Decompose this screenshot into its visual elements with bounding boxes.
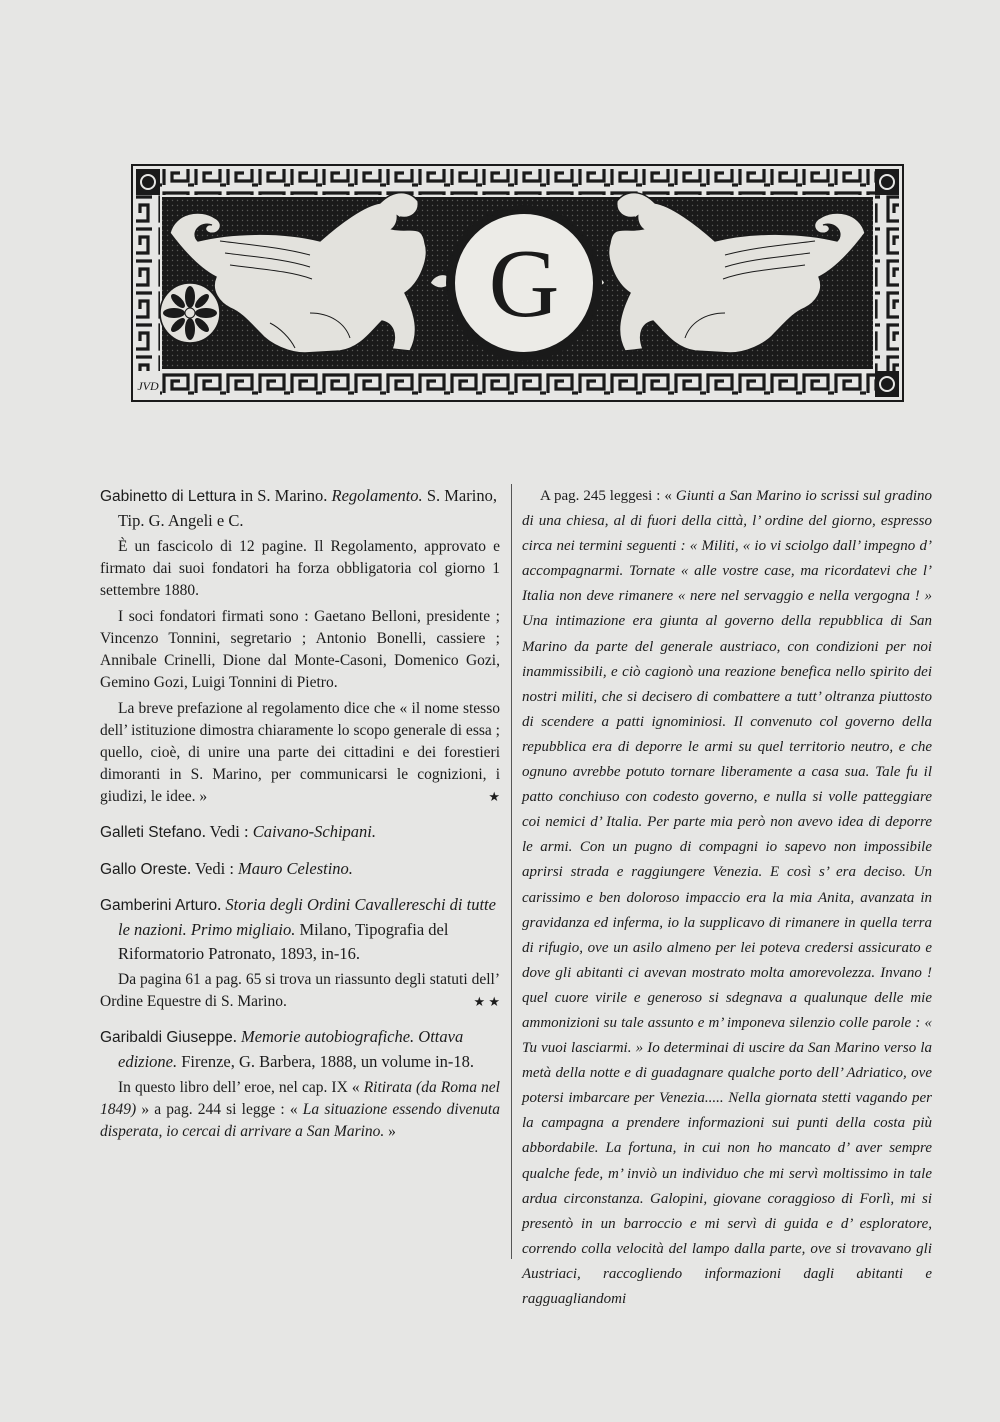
entry-title: Storia degli Ordini Cavallereschi di tutte le nazioni. Primo migliaio. [118, 895, 496, 939]
right-column [522, 484, 932, 1312]
entry-paragraph: La breve prefazione al regolamento dice che « il nome stesso dell’ istituzione dimostra chiaramente lo scopo generale di essa ; quello, cioè, di unire una parte dei cittadini e dei forestieri dimoranti in S. Marino, per communicarsi le cognizioni, i giudizi, le idee. » ★ [100, 698, 500, 808]
entry-heading: Gabinetto di Lettura in S. Marino. Regolamento. S. Marino, Tip. G. Angeli e C. [100, 486, 497, 530]
cross-reference: Caivano-Schipani. [252, 822, 376, 842]
engraver-monogram: JVD [137, 379, 159, 393]
entry-author: Gabinetto di Lettura [100, 488, 237, 505]
entry-paragraph: I soci fondatori firmati sono : Gaetano Belloni, presidente ; Vincenzo Tonnini, segretario ; Antonio Bonelli, cassiere ; Annibale Crinelli, Dione dal Monte-Casoni, Domenico Gozi, Gemino Gozi, Luigi Tonnini di Pietro. [100, 608, 500, 692]
quotation-text: Giunti a San Marino io scrissi sul gradino di una chiesa, al di fuori della città, l’ ordine del giorno, espresso circa nei termini seguenti : « Militi, « io vi sciolgo dall’ impegno d’ accompagnarmi. Tornate « alle vostre case, ma ricordatevi che l’ Italia non deve rimanere « nere nel servaggio e nella vergogna ! » Una intimazione era giunta al governo della repubblica di San Marino da parte del generale austriaco, con condizioni per noi inammissibili, e ciò cagionò una reazione benefica nello spirito dei nostri militi, che si decisero di combattere a tutt’ oltranza piuttosto di scendere a patti ignominiosi. Il convenuto col governo della repubblica era di deporre le armi su quel territorio neutro, e che ognuno avrebbe potuto tornare liberamente a casa sua. Tale fu il patto conchiuso con codesto governo, e nulla si volle patteggiare coi nemici d’ Italia. Per parte mia però non avevo idea di deporre le armi. Con un pugno di compagni io sapevo non impossibile aprirsi strada e raggiungere Venezia. E così s’ era deciso. Un carissimo e ben doloroso impaccio era la mia Anita, avanzata in gravidanza ed inferma, io la supplicavo di rimanere in quella terra di rifugio, ove un asilo almeno per lei poteva credersi assicurato e dove gli abitanti ci avevan mostrato molta amorevolezza. Invano ! quel cuore virile e generoso si sdegnava a qualunque delle mie ammonizioni su tale assunto e m’ imponeva silenzio colle parole : « Tu vuoi lasciarmi. » Io determinai di uscire da San Marino verso la metà della notte e di guadagnare qualche porto dell’ Adriatico, ove potersi imbarcare per Venezia..... Nella giornata stetti vagando per la campagna a prendere informazioni sui punti della costa più abbordabile. La fortuna, in cui non ho mancato d’ aver sempre qualche fede, m’ inviò un individuo che mi servì moltissimo in tale ardua circonstanza. Galopini, giovane coraggioso di Forlì, mi si presentò in un barroccio e mi servì di guida e d’ esploratore, correndo colla velocità del lampo dalla parte, ove si trovavano gli Austriaci, raccogliendo informazioni dagli abitanti e ragguagliandomi [522, 488, 932, 1307]
entry-galleti: Galleti Stefano. Vedi : Caivano-Schipani. [100, 822, 376, 842]
cross-reference: Mauro Celestino. [238, 858, 353, 878]
entry-garibaldi: Garibaldi Giuseppe. Memorie autobiografiche. Ottava edizione. Firenze, G. Barbera, 1888, un volume in-18. In questo libro dell’ eroe, nel cap. IX « Ritirata (da Roma nel 1849) » a pag. 244 si legge : « La situazione essendo divenuta disperata, io cercai di arrivare a San Marino. » [100, 1025, 500, 1143]
entry-imprint: Firenze, G. Barbera, 1888, un volume in-18. [177, 1051, 475, 1071]
entry-gabinetto [100, 484, 500, 808]
entry-paragraph: In questo libro dell’ eroe, nel cap. IX « Ritirata (da Roma nel 1849) » a pag. 244 si legge : « La situazione essendo divenuta disperata, io cercai di arrivare a San Marino. » [100, 1079, 500, 1141]
quotation-paragraph: A pag. 245 leggesi : « Giunti a San Marino io scrissi sul gradino di una chiesa, al di fuori della città, l’ ordine del giorno, espresso circa nei termini seguenti : « Militi, « io vi sciolgo dall’ impegno d’ accompagnarmi. Tornate « alle vostre case, ma ricordatevi che l’ Italia non deve rimanere « nere nel servaggio e nella vergogna ! » Una intimazione era giunta al governo della repubblica di San Marino da parte del generale austriaco, con condizioni per noi inammissibili, e ciò cagionò una reazione benefica nello spirito dei nostri militi, che si decisero di combattere a tutt’ oltranza piuttosto di scendere a patti ignominiosi. Il convenuto col governo della repubblica era di deporre le armi su quel territorio neutro, e che ognuno avrebbe potuto tornare liberamente a casa sua. Tale fu il patto conchiuso con codesto governo, e nulla si volle patteggiare coi nemici d’ Italia. Per parte mia però non avevo idea di deporre le armi. Con un pugno di compagni io sapevo non impossibile aprirsi strada e raggiungere Venezia. E così s’ era deciso. Un carissimo e ben doloroso impaccio era la mia Anita, avanzata in gravidanza ed inferma, io la supplicavo di rimanere in quella terra di rifugio, ove un asilo almeno per lei poteva credersi assicurato e dove gli abitanti ci avevan mostrato molta amorevolezza. Invano ! quel cuore virile e generoso si sdegnava a qualunque delle mie ammonizioni su tale assunto e m’ imponeva silenzio colle parole : « Tu vuoi lasciarmi. » Io determinai di uscire da San Marino verso la metà della notte e di guadagnare qualche porto dell’ Adriatico, ove potersi imbarcare per Venezia..... Nella giornata stetti vagando per la campagna a prendere informazioni sui punti della costa più abbordabile. La fortuna, in cui non ho mancato d’ aver sempre qualche fede, m’ inviò un individuo che mi servì moltissimo in tale ardua circonstanza. Galopini, giovane coraggioso di Forlì, mi si presentò in un barroccio e mi servì di guida e d’ esploratore, correndo colla velocità del lampo dalla parte, ove si trovavano gli Austriaci, raccogliendo informazioni dagli abitanti e ragguagliandomi [522, 488, 932, 1307]
left-column [100, 484, 500, 1155]
column-divider [511, 484, 512, 1259]
decorative-initial-banner [130, 163, 905, 403]
rarity-stars: ★ [488, 789, 500, 805]
entry-imprint: Milano, Tipografia del Riformatorio Patronato, 1893, in-16. [118, 919, 449, 963]
entry-author: Garibaldi Giuseppe [100, 1029, 233, 1047]
entry-imprint: S. Marino, Tip. G. Angeli e C. [118, 486, 497, 530]
entry-author: Gamberini Arturo [100, 897, 218, 915]
drop-cap-letter: G [488, 230, 560, 338]
entry-gallo: Gallo Oreste. Vedi : Mauro Celestino. [100, 858, 353, 878]
entry-paragraph: È un fascicolo di 12 pagine. Il Regolamento, approvato e firmato dai suoi fondatori ha forza obbligatoria col giorno 1 settembre 1880. [100, 538, 500, 600]
entry-gamberini: Gamberini Arturo. Storia degli Ordini Cavallereschi di tutte le nazioni. Primo migliaio. Milano, Tipografia del Riformatorio Patronato, 1893, in-16. Da pagina 61 a pag. 65 si trova un riassunto degli statuti dell’ Ordine Equestre di S. Marino. ★ ★ [100, 893, 500, 1013]
entry-author: Gallo Oreste [100, 860, 188, 878]
entry-author: Galleti Stefano [100, 824, 202, 842]
entry-title: Memorie autobiografiche. Ottava edizione. [118, 1027, 464, 1071]
entry-title: Regolamento. [331, 486, 423, 505]
rarity-stars: ★ ★ [473, 994, 500, 1010]
entry-paragraph: Da pagina 61 a pag. 65 si trova un riassunto degli statuti dell’ Ordine Equestre di S. Marino. ★ ★ [100, 969, 500, 1013]
